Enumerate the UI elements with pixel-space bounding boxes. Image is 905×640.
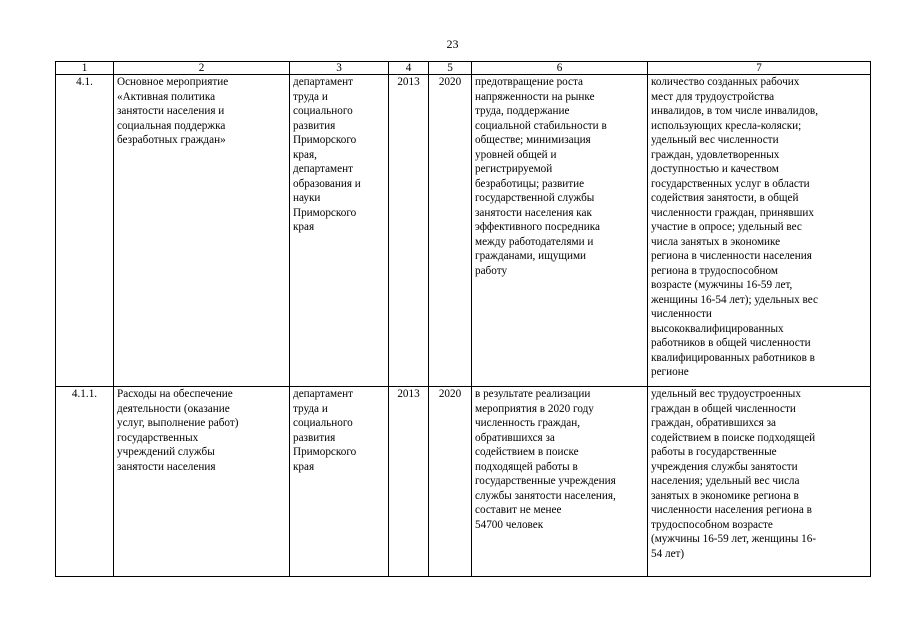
end-year-cell: 2020	[429, 75, 472, 387]
activity-name-cell: Расходы на обеспечение деятельности (оказание услуг, выполнение работ) государственных учреждений службы занятости населения	[114, 387, 290, 577]
column-header: 5	[429, 62, 472, 75]
program-activities-table	[55, 61, 871, 577]
table-row	[56, 387, 871, 577]
activity-name-cell: Основное мероприятие «Активная политика занятости населения и социальная поддержка безработных граждан»	[114, 75, 290, 387]
indicators-cell: количество созданных рабочих мест для трудоустройства инвалидов, в том числе инвалидов, использующих кресла-коляски; удельный вес численности граждан, удовлетворенных доступностью и качеством государственных услуг в области содействия занятости, в общей численности граждан, принявших участие в опросе; удельный вес числа занятых в экономике региона в численности населения региона в трудоспособном возрасте (мужчины 16-59 лет, женщины 16-54 лет); удельных вес численности высококвалифицированных работников в общей численности квалифицированных работников в регионе	[648, 75, 871, 387]
column-header: 6	[472, 62, 648, 75]
item-number-cell: 4.1.	[56, 75, 114, 387]
column-header: 7	[648, 62, 871, 75]
executor-cell: департамент труда и социального развития Приморского края	[290, 387, 389, 577]
page-number: 23	[446, 37, 459, 51]
start-year-cell: 2013	[389, 387, 429, 577]
start-year-cell: 2013	[389, 75, 429, 387]
executor-cell: департамент труда и социального развития Приморского края, департамент образования и науки Приморского края	[290, 75, 389, 387]
column-header: 1	[56, 62, 114, 75]
table-row	[56, 75, 871, 387]
column-header: 2	[114, 62, 290, 75]
indicators-cell: удельный вес трудоустроенных граждан в общей численности граждан, обратившихся за содействием в поиске подходящей работы в государственные учреждения службы занятости населения; удельный вес числа занятых в экономике региона в численности населения региона в трудоспособном возрасте (мужчины 16-59 лет, женщины 16- 54 лет)	[648, 387, 871, 577]
column-header: 4	[389, 62, 429, 75]
item-number-cell: 4.1.1.	[56, 387, 114, 577]
expected-result-cell: предотвращение роста напряженности на рынке труда, поддержание социальной стабильности в обществе; минимизация уровней общей и регистрируемой безработицы; развитие государственной службы занятости населения как эффективного посредника между работодателями и гражданами, ищущими работу	[472, 75, 648, 387]
column-header: 3	[290, 62, 389, 75]
end-year-cell: 2020	[429, 387, 472, 577]
expected-result-cell: в результате реализации мероприятия в 2020 году численность граждан, обратившихся за содействием в поиске подходящей работы в государственные учреждения службы занятости населения, составит не менее 54700 человек	[472, 387, 648, 577]
column-number-row	[56, 62, 871, 75]
